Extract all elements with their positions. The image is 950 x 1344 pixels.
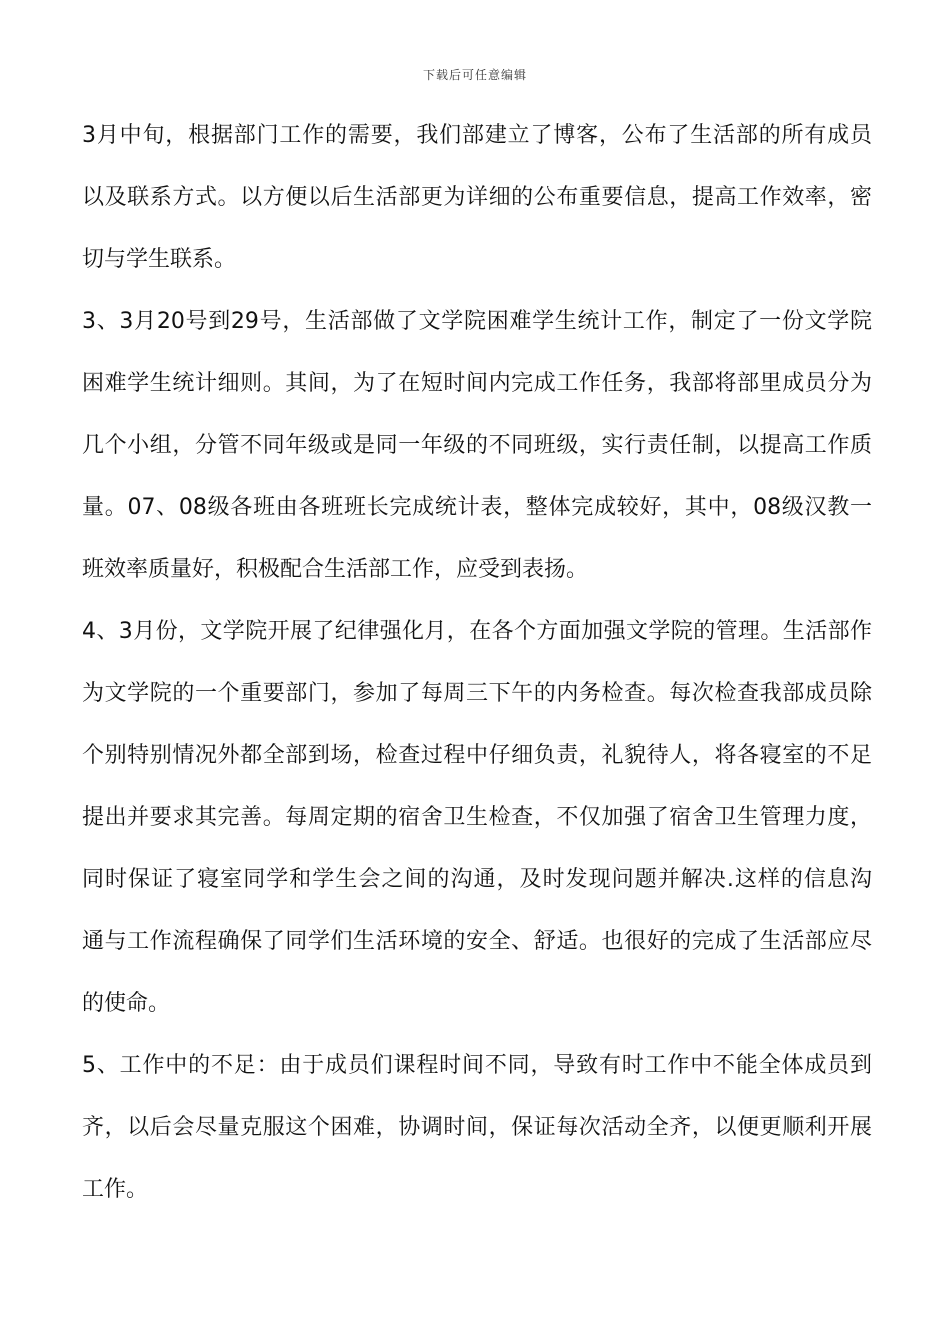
text-line: 3、3月20号到29号，生活部做了文学院困难学生统计工作，制定了一份文学院 xyxy=(82,309,872,334)
text-line: 切与学生联系。 xyxy=(82,247,237,272)
text-line: 为文学院的一个重要部门，参加了每周三下午的内务检查。每次检查我部成员除 xyxy=(82,681,872,706)
text-line: 的使命。 xyxy=(82,991,171,1016)
text-line: 量。07、08级各班由各班班长完成统计表，整体完成较好，其中，08级汉教一 xyxy=(82,495,872,520)
text-line: 提出并要求其完善。每周定期的宿舍卫生检查，不仅加强了宿舍卫生管理力度， xyxy=(82,805,872,830)
text-line: 工作。 xyxy=(82,1177,149,1202)
text-line: 以及联系方式。以方便以后生活部更为详细的公布重要信息，提高工作效率，密 xyxy=(82,185,872,210)
text-line: 齐，以后会尽量克服这个困难，协调时间，保证每次活动全齐，以便更顺利开展 xyxy=(82,1115,872,1140)
text-line: 通与工作流程确保了同学们生活环境的安全、舒适。也很好的完成了生活部应尽 xyxy=(82,929,872,954)
text-line: 个别特别情况外都全部到场，检查过程中仔细负责，礼貌待人，将各寝室的不足 xyxy=(82,743,872,768)
text-line: 困难学生统计细则。其间，为了在短时间内完成工作任务，我部将部里成员分为 xyxy=(82,371,872,396)
text-line: 4、3月份，文学院开展了纪律强化月，在各个方面加强文学院的管理。生活部作 xyxy=(82,619,872,644)
document-body xyxy=(82,105,872,1221)
text-line: 3月中旬，根据部门工作的需要，我们部建立了博客，公布了生活部的所有成员 xyxy=(82,123,872,148)
text-line: 班效率质量好，积极配合生活部工作，应受到表扬。 xyxy=(82,557,589,582)
header-note: 下载后可任意编辑 xyxy=(422,68,527,82)
text-line: 同时保证了寝室同学和学生会之间的沟通，及时发现问题并解决.这样的信息沟 xyxy=(82,867,872,892)
text-line: 5、工作中的不足：由于成员们课程时间不同，导致有时工作中不能全体成员到 xyxy=(82,1053,872,1078)
text-line: 几个小组，分管不同年级或是同一年级的不同班级，实行责任制，以提高工作质 xyxy=(82,433,872,458)
